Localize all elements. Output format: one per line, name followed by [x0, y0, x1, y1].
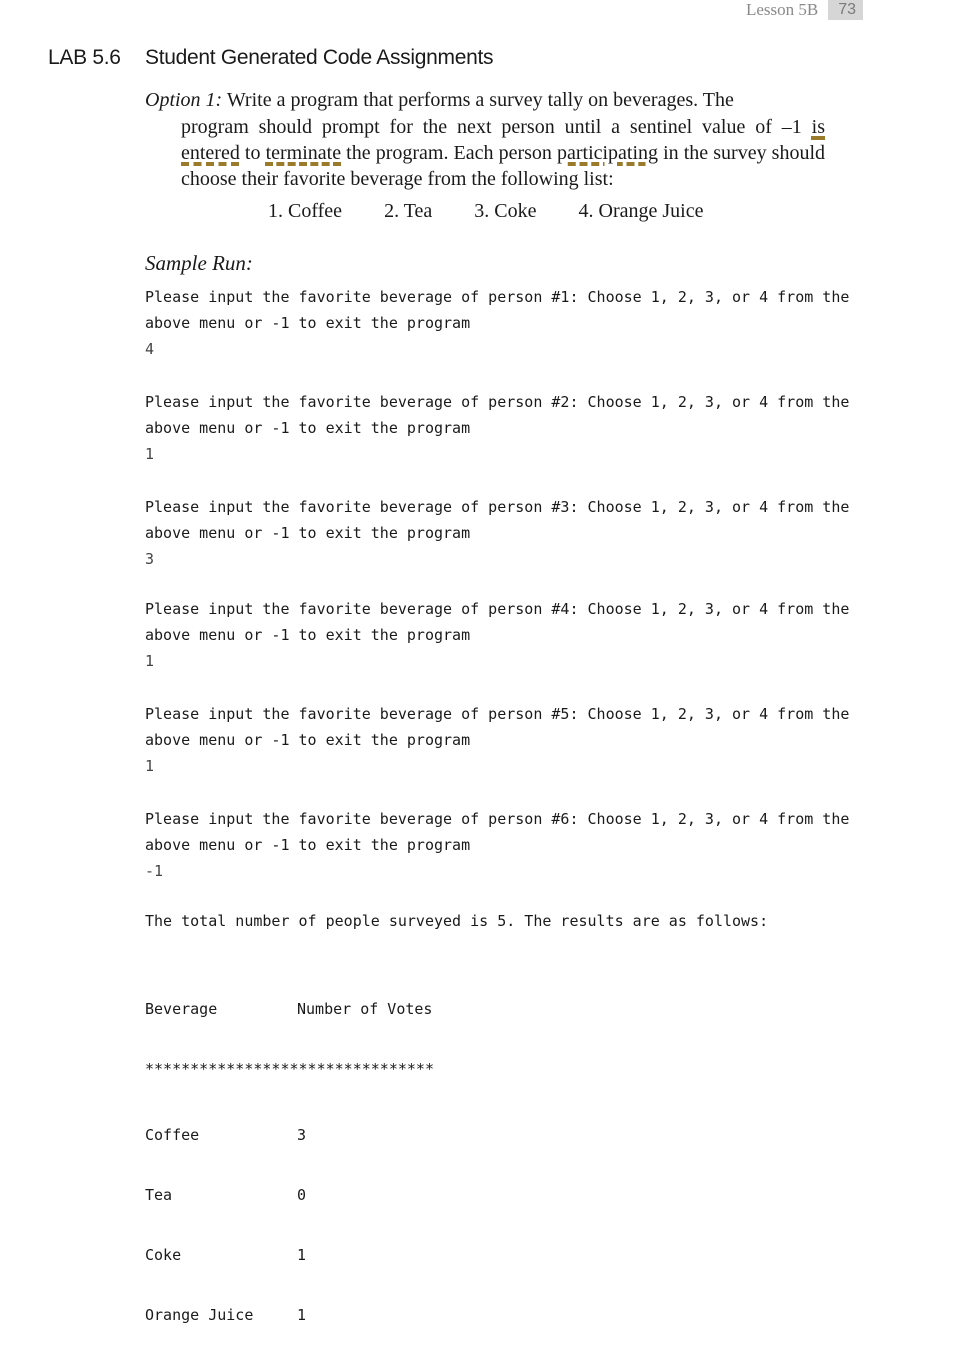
user-answer: 1	[145, 757, 155, 775]
run-block	[145, 806, 849, 884]
votes-cell: 1	[297, 1246, 307, 1264]
prompt-line: above menu or -1 to exit the program	[145, 836, 471, 854]
run-block	[145, 389, 849, 467]
prompt-line: above menu or -1 to exit the program	[145, 419, 471, 437]
beverage-menu	[268, 200, 745, 223]
grammar-flag-entered[interactable]: entered	[181, 142, 240, 164]
table-row	[145, 1183, 434, 1207]
lab-title: Student Generated Code Assignments	[145, 46, 494, 69]
votes-cell: 1	[297, 1306, 307, 1324]
prompt-line: above menu or -1 to exit the program	[145, 314, 471, 332]
prompt-line: Please input the favorite beverage of person #3: Choose 1, 2, 3, or 4 from the	[145, 498, 850, 516]
run-block	[145, 284, 849, 362]
option-continuation: program should prompt for the next person until a sentinel value of –1 is entered to terminate the program. Each person participating in the survey should choose their favorite beverage from the following list:	[181, 116, 825, 190]
beverage-cell: Coffee	[145, 1126, 200, 1144]
prompt-line: above menu or -1 to exit the program	[145, 524, 471, 542]
grammar-flag-is[interactable]: is	[811, 116, 825, 138]
menu-item-coke: 3. Coke	[474, 200, 537, 222]
grammar-flag-participating[interactable]: participating	[556, 142, 659, 164]
table-row	[145, 1243, 434, 1267]
user-answer: 1	[145, 445, 155, 463]
votes-cell: 0	[297, 1186, 307, 1204]
user-answer: -1	[145, 862, 164, 880]
menu-item-coffee: 1. Coffee	[268, 200, 343, 222]
beverage-cell: Tea	[145, 1186, 173, 1204]
prompt-line: Please input the favorite beverage of person #2: Choose 1, 2, 3, or 4 from the	[145, 393, 850, 411]
run-block	[145, 596, 849, 674]
user-answer: 4	[145, 340, 155, 358]
user-answer: 3	[145, 550, 155, 568]
menu-item-tea: 2. Tea	[384, 200, 433, 222]
beverage-cell: Orange Juice	[145, 1306, 254, 1324]
prompt-line: above menu or -1 to exit the program	[145, 731, 471, 749]
option-paragraph	[145, 87, 825, 192]
column-header-beverage: Beverage	[145, 1000, 218, 1018]
survey-summary: The total number of people surveyed is 5. The results are as follows:	[145, 912, 769, 930]
table-header-row	[145, 997, 434, 1021]
lesson-label: Lesson 5B	[745, 0, 819, 19]
sample-run-label: Sample Run:	[145, 251, 253, 275]
table-divider: ********************************	[145, 1060, 434, 1078]
menu-item-orange-juice: 4. Orange Juice	[578, 200, 704, 222]
table-row	[145, 1303, 434, 1327]
grammar-flag-terminate[interactable]: terminate	[265, 142, 342, 164]
results-table	[145, 961, 434, 1345]
votes-cell: 3	[297, 1126, 307, 1144]
user-answer: 1	[145, 652, 155, 670]
prompt-line: Please input the favorite beverage of person #4: Choose 1, 2, 3, or 4 from the	[145, 600, 850, 618]
prompt-line: Please input the favorite beverage of person #5: Choose 1, 2, 3, or 4 from the	[145, 705, 850, 723]
page-header	[746, 0, 863, 20]
page-number: 73	[828, 0, 863, 20]
beverage-cell: Coke	[145, 1246, 182, 1264]
column-header-votes: Number of Votes	[297, 1000, 433, 1018]
prompt-line: Please input the favorite beverage of person #6: Choose 1, 2, 3, or 4 from the	[145, 810, 850, 828]
run-block	[145, 701, 849, 779]
option-first-line: Option 1: Write a program that performs a survey tally on beverages. The	[145, 89, 734, 111]
option-label: Option 1:	[145, 89, 223, 111]
prompt-line: above menu or -1 to exit the program	[145, 626, 471, 644]
run-block	[145, 494, 849, 572]
prompt-line: Please input the favorite beverage of person #1: Choose 1, 2, 3, or 4 from the	[145, 288, 850, 306]
lab-label: LAB 5.6	[48, 46, 121, 69]
